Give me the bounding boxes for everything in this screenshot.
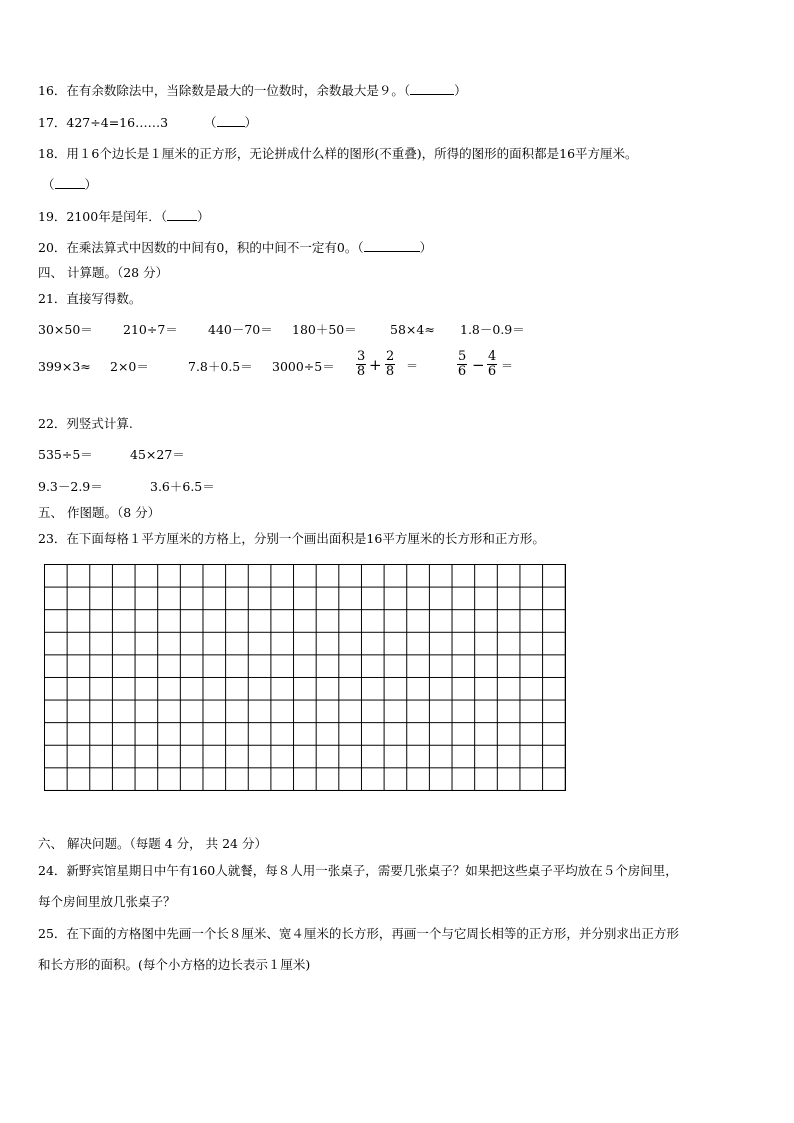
question-21-title: 21．直接写得数。 [38, 291, 142, 306]
question-22-title: 22．列竖式计算. [38, 416, 133, 431]
calc-21-9: 7.8＋0.5＝ [188, 359, 253, 374]
square-grid[interactable] [44, 564, 566, 791]
question-18 [38, 146, 638, 162]
answer-blank-20[interactable] [364, 239, 420, 252]
question-18-answer: （ ） [42, 177, 98, 192]
question-19: 19．2100年是闰年．（ ） [38, 209, 210, 224]
question-18-text: 18．用１6个边长是１厘米的正方形，无论拼成什么样的图形(不重叠)，所得的图形的面积都是16平方厘米。 [38, 146, 638, 161]
section-6-heading: 六、 解决问题。（每题 4 分， 共 24 分） [38, 836, 267, 851]
calc-21-1: 30×50＝ [38, 322, 93, 337]
calc-21-7: 399×3≈ [38, 359, 91, 374]
calc-22-4: 3.6＋6.5＝ [150, 479, 215, 494]
answer-blank-19[interactable] [167, 208, 197, 221]
minus-sign: − [472, 356, 485, 374]
calc-21-5: 58×4≈ [390, 322, 435, 337]
plus-sign: + [369, 356, 382, 374]
fraction-3-8: $\frac{3}{8}$ [356, 349, 366, 379]
question-24-line-1: 24．新野宾馆星期日中午有160人就餐，每８人用一张桌子，需要几张桌子？如果把这些桌子平均放在５个房间里， [38, 863, 678, 878]
fraction-4-6: $\frac{4}{6}$ [487, 349, 497, 379]
question-25-line-2: 和长方形的面积。(每个小方格的边长表示１厘米) [38, 957, 311, 972]
section-5-heading: 五、 作图题。（8 分） [38, 505, 161, 520]
calc-21-6: 1.8－0.9＝ [460, 322, 525, 337]
calc-21-4: 180＋50＝ [292, 322, 357, 337]
answer-blank-18[interactable] [55, 176, 85, 189]
question-17: 17．427÷4=16……3 （ ） [38, 115, 258, 130]
question-24-line-2: 每个房间里放几张桌子？ [38, 894, 176, 909]
question-23: 23．在下面每格１平方厘米的方格上，分别一个画出面积是16平方厘米的长方形和正方形。 [38, 531, 545, 546]
question-25-line-1: 25．在下面的方格图中先画一个长８厘米、宽４厘米的长方形，再画一个与它周长相等的正方形，并分别求出正方形 [38, 926, 679, 941]
question-20: 20．在乘法算式中因数的中间有0，积的中间不一定有0。（ ） [38, 240, 433, 255]
question-17-text: 17．427÷4=16……3 [38, 115, 169, 130]
calc-21-3: 440－70＝ [208, 322, 273, 337]
question-16: 16．在有余数除法中，当除数是最大的一位数时，余数最大是９。（ ） [38, 83, 467, 98]
calc-21-8: 2×0＝ [110, 359, 149, 374]
calc-22-3: 9.3－2.9＝ [38, 479, 103, 494]
section-4-heading: 四、 计算题。（28 分） [38, 265, 169, 280]
calc-22-2: 45×27＝ [130, 447, 185, 462]
answer-blank-17[interactable] [217, 114, 245, 127]
question-20-text: 20．在乘法算式中因数的中间有0，积的中间不一定有0。（ [38, 240, 364, 255]
equals-sign: ＝ [406, 359, 419, 373]
calc-22-1: 535÷5＝ [38, 447, 93, 462]
equals-sign: ＝ [501, 359, 514, 373]
fraction-2-8: $\frac{2}{8}$ [385, 349, 395, 379]
calc-21-2: 210÷7＝ [123, 322, 178, 337]
fraction-5-6: $\frac{5}{6}$ [457, 349, 467, 379]
answer-blank-16[interactable] [410, 82, 454, 95]
question-19-text: 19．2100年是闰年．（ [38, 209, 167, 224]
question-16-text: 16．在有余数除法中，当除数是最大的一位数时，余数最大是９。（ [38, 83, 411, 98]
calc-21-10: 3000÷5＝ [272, 359, 335, 374]
